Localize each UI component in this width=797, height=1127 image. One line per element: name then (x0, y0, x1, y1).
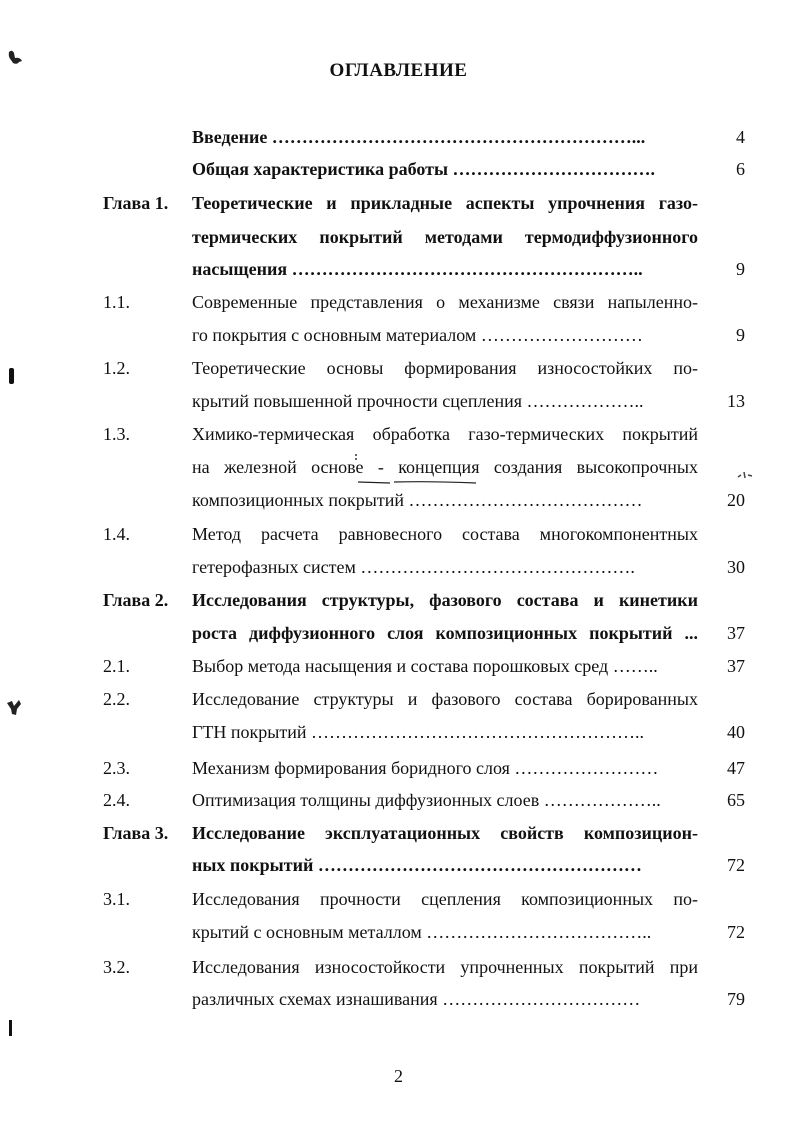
toc-entry-continuation (0, 617, 797, 650)
toc-entry-section[interactable] (0, 518, 797, 551)
toc-page-number: 37 (727, 623, 745, 643)
toc-entry-text: на железной основе - концепция создания высокопрочных (192, 457, 698, 477)
toc-entry-continuation (0, 253, 797, 286)
toc-entry-continuation (0, 849, 797, 882)
toc-entry-section[interactable] (0, 883, 797, 916)
toc-page-number: 6 (736, 159, 745, 179)
toc-page-number: 79 (727, 989, 745, 1009)
toc-entry-continuation (0, 484, 797, 517)
toc-entry-text: Химико-термическая обработка газо-термических покрытий (192, 424, 698, 444)
toc-entry-continuation (0, 916, 797, 949)
toc-entry[interactable] (0, 153, 797, 186)
toc-entry-text: Общая характеристика работы ……………………………. (192, 159, 656, 179)
toc-entry-text: роста диффузионного слоя композиционных покрытий ... (192, 623, 698, 643)
toc-page-number: 37 (727, 656, 745, 676)
toc-entry-text: ГТН покрытий ……………………………………………….. (192, 722, 645, 742)
toc-section-label: 3.2. (103, 957, 130, 977)
toc-entry-text: насыщения ………………………………………………….. (192, 259, 643, 279)
toc-entry-section[interactable] (0, 951, 797, 984)
toc-entry-continuation (0, 221, 797, 254)
toc-section-label: 2.3. (103, 758, 130, 778)
toc-section-label: 1.1. (103, 292, 130, 312)
toc-entry-text: Исследования прочности сцепления композиционных по- (192, 889, 698, 909)
toc-entry-text: Современные представления о механизме связи напыленно- (192, 292, 698, 312)
toc-page-number: 30 (727, 557, 745, 577)
toc-entry-chapter[interactable] (0, 584, 797, 617)
toc-entry-text: Исследование эксплуатационных свойств композицион- (192, 823, 698, 843)
page-title: ОГЛАВЛЕНИЕ (329, 60, 468, 81)
handwritten-correction (350, 452, 480, 488)
toc-page-number: 9 (736, 259, 745, 279)
toc-page-number: 13 (727, 391, 745, 411)
toc-page-number: 4 (736, 127, 745, 147)
toc-section-label: 1.2. (103, 358, 130, 378)
toc-entry-text: Исследования износостойкости упрочненных покрытий при (192, 957, 698, 977)
toc-entry-continuation (0, 551, 797, 584)
toc-entry-text: ных покрытий ……………………………………………… (192, 855, 642, 875)
toc-chapter-label: Глава 2. (103, 590, 169, 610)
toc-section-label: 1.3. (103, 424, 130, 444)
scan-artifact-icon (5, 697, 25, 719)
toc-entry-text: композиционных покрытий ………………………………… (192, 490, 643, 510)
scan-artifact-icon (6, 48, 26, 70)
binding-hole-mark (9, 1020, 12, 1036)
toc-entry-text: Теоретические основы формирования износостойких по- (192, 358, 698, 378)
toc-page-number: 9 (736, 325, 745, 345)
toc-entry-section[interactable] (0, 752, 797, 785)
toc-entry-section[interactable] (0, 286, 797, 319)
toc-entry-section[interactable] (0, 683, 797, 716)
toc-entry-text: гетерофазных систем ………………………………………. (192, 557, 635, 577)
toc-page-number: 72 (727, 855, 745, 875)
toc-entry-text: Теоретические и прикладные аспекты упрочнения газо- (192, 193, 698, 213)
toc-page-number: 72 (727, 922, 745, 942)
toc-entry-section[interactable] (0, 352, 797, 385)
toc-entry-continuation (0, 983, 797, 1016)
scan-artifact-icon (736, 469, 754, 481)
toc-entry-text: Механизм формирования боридного слоя …………………… (192, 758, 659, 778)
toc-entry-text: крытий с основным металлом ……………………………….. (192, 922, 652, 942)
toc-entry[interactable] (0, 121, 797, 154)
toc-entry-continuation (0, 319, 797, 352)
toc-section-label: 2.2. (103, 689, 130, 709)
toc-entry-continuation (0, 385, 797, 418)
toc-section-label: 2.4. (103, 790, 130, 810)
toc-page-number: 65 (727, 790, 745, 810)
toc-page-number: 40 (727, 722, 745, 742)
toc-entry-text: Оптимизация толщины диффузионных слоев ……………….. (192, 790, 661, 810)
toc-entry-section[interactable] (0, 418, 797, 451)
toc-section-label: 3.1. (103, 889, 130, 909)
toc-entry-text: Исследование структуры и фазового состава борированных (192, 689, 698, 709)
toc-entry-text: различных схемах изнашивания …………………………… (192, 989, 641, 1009)
toc-section-label: 2.1. (103, 656, 130, 676)
toc-section-label: 1.4. (103, 524, 130, 544)
page-number: 2 (394, 1066, 403, 1086)
toc-entry-text: го покрытия с основным материалом ……………………… (192, 325, 643, 345)
toc-entry-text: Метод расчета равновесного состава многокомпонентных (192, 524, 698, 544)
toc-page-number: 47 (727, 758, 745, 778)
toc-entry-continuation (0, 716, 797, 749)
toc-entry-section[interactable] (0, 784, 797, 817)
toc-entry-section[interactable] (0, 650, 797, 683)
toc-entry-text: Введение ……………………………………………………... (192, 127, 646, 147)
toc-chapter-label: Глава 3. (103, 823, 169, 843)
toc-entry-text: термических покрытий методами термодиффузионного (192, 227, 698, 247)
toc-page-number: 20 (727, 490, 745, 510)
binding-hole-mark (9, 368, 14, 384)
toc-entry-text: Исследования структуры, фазового состава и кинетики (192, 590, 698, 610)
toc-entry-chapter[interactable] (0, 817, 797, 850)
toc-entry-text: Выбор метода насыщения и состава порошковых сред …….. (192, 656, 658, 676)
toc-entry-chapter[interactable] (0, 187, 797, 220)
toc-chapter-label: Глава 1. (103, 193, 169, 213)
toc-entry-text: крытий повышенной прочности сцепления ……………….. (192, 391, 644, 411)
